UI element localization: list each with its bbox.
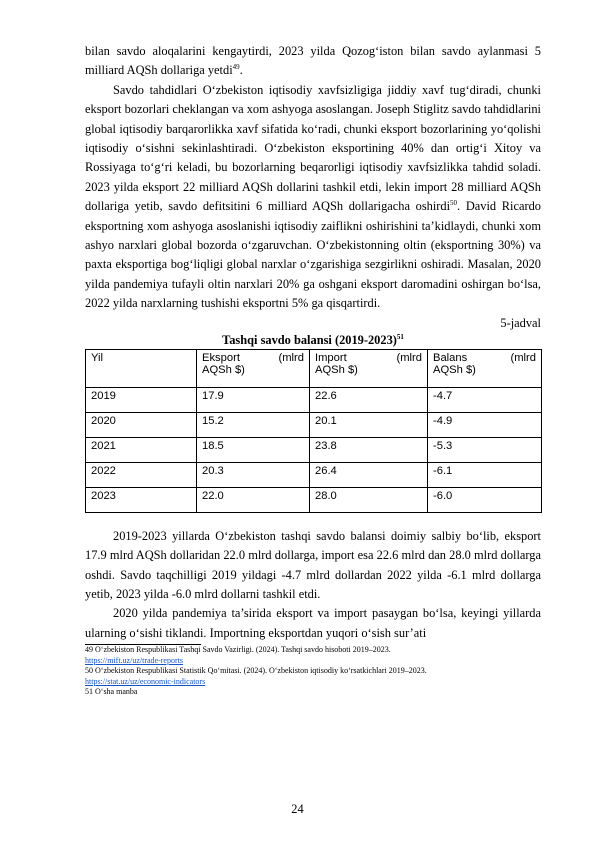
- cell-import: 26.4: [310, 462, 428, 487]
- table-row: [86, 387, 542, 412]
- paragraph-1-text: bilan savdo aloqalarini kengaytirdi, 2023 yilda Qozog‘iston bilan savdo aylanmasi 5 milliard AQSh dollariga yetdi: [85, 44, 541, 78]
- header-import-word2: (mlrd: [396, 351, 422, 364]
- table-row: [86, 462, 542, 487]
- cell-year: 2020: [86, 412, 197, 437]
- footnote-49-text: 49 O‘zbekiston Respublikasi Tashqi Savdo Vazirligi. (2024). Tashqi savdo hisoboti 2019–2023.: [85, 645, 391, 655]
- table-title-text: Tashqi savdo balansi (2019-2023): [222, 332, 397, 347]
- cell-export: 15.2: [197, 412, 310, 437]
- footnote-50-text: 50 O‘zbekiston Respublikasi Statistik Qo‘mitasi. (2024). O‘zbekiston iqtisodiy ko‘rsatkichlari 2019–2023.: [85, 666, 427, 676]
- table-row: [86, 412, 542, 437]
- footnote-50: [85, 666, 541, 687]
- footnote-50-link[interactable]: https://stat.uz/uz/economic-indicators: [85, 676, 206, 686]
- footnote-ref-50[interactable]: 50: [450, 199, 458, 208]
- page-number: 24: [291, 802, 304, 816]
- document-page: [85, 42, 541, 698]
- footnote-49-link[interactable]: https://mift.uz/uz/trade-reports: [85, 655, 183, 665]
- footnote-ref-49[interactable]: 49: [232, 63, 240, 72]
- trade-balance-table: [85, 349, 542, 513]
- cell-export: 17.9: [197, 387, 310, 412]
- cell-year: 2022: [86, 462, 197, 487]
- header-export-word2: (mlrd: [278, 351, 304, 364]
- footnote-ref-51[interactable]: 51: [396, 332, 404, 341]
- paragraph-1: [85, 42, 541, 81]
- header-export-word1: Eksport: [202, 351, 240, 364]
- header-year-label: Yil: [91, 351, 104, 364]
- header-balance: [428, 349, 542, 387]
- spacer: [85, 513, 541, 527]
- cell-export: 20.3: [197, 462, 310, 487]
- cell-year: 2021: [86, 437, 197, 462]
- cell-balance: -4.7: [428, 387, 542, 412]
- header-balance-word2: (mlrd: [510, 351, 536, 364]
- header-export: [197, 349, 310, 387]
- table-row: [86, 487, 542, 512]
- table-header-row: [86, 349, 542, 387]
- cell-balance: -5.3: [428, 437, 542, 462]
- paragraph-2: [85, 81, 541, 314]
- header-import-word1: Import: [315, 351, 347, 364]
- header-import-unit: AQSh $): [315, 363, 358, 376]
- header-balance-word1: Balans: [433, 351, 468, 364]
- paragraph-2-text-b: . David Ricardo eksportning xom ashyoga asoslanishi iqtisodiy zaiflikni oshirishini ta’kidlaydi, chunki xom ashyo narxlari global bozorda o‘zgaruvchan. O‘zbekistonning oltin (eksportning 30%) va paxta eksportiga bog‘liqligi global narxlar o‘zgarishiga sezgirlikni oshiradi. Masalan, 2020 yilda pandemiya tufayli oltin narxlari 20% ga oshgani eksport daromadini oshirgan bo‘lsa, 2022 yilda narxlarning tushishi eksportni 5% ga qisqartirdi.: [85, 199, 541, 311]
- cell-balance: -6.0: [428, 487, 542, 512]
- paragraph-3: 2019-2023 yillarda O‘zbekiston tashqi savdo balansi doimiy salbiy bo‘lib, eksport 17.9 mlrd AQSh dollaridan 22.0 mlrd dollarga, import esa 22.6 mlrd dan 28.0 mlrd dollarga oshdi. Savdo taqchilligi 2019 yildagi -4.7 mlrd dollardan 2022 yilda -6.1 mlrd dollarga yetib, 2023 yilda -6.0 mlrd dollarni tashkil etdi.: [85, 528, 541, 601]
- header-export-unit: AQSh $): [202, 363, 245, 376]
- cell-year: 2019: [86, 387, 197, 412]
- cell-import: 28.0: [310, 487, 428, 512]
- table-title: [85, 332, 541, 348]
- footnote-49: [85, 645, 541, 666]
- header-balance-unit: AQSh $): [433, 363, 476, 376]
- table-row: [86, 437, 542, 462]
- cell-import: 23.8: [310, 437, 428, 462]
- cell-year: 2023: [86, 487, 197, 512]
- cell-export: 18.5: [197, 437, 310, 462]
- footnote-51: 51 O‘sha manba: [85, 687, 138, 697]
- paragraph-4: 2020 yilda pandemiya ta’sirida eksport va import pasaygan bo‘lsa, keyingi yillarda ularning o‘sishi tiklandi. Importning eksportdan yuqori o‘sish sur’ati: [85, 606, 541, 640]
- header-year: [86, 349, 197, 387]
- cell-import: 20.1: [310, 412, 428, 437]
- cell-balance: -6.1: [428, 462, 542, 487]
- header-import: [310, 349, 428, 387]
- paragraph-1-end: .: [239, 63, 243, 78]
- cell-balance: -4.9: [428, 412, 542, 437]
- cell-export: 22.0: [197, 487, 310, 512]
- table-label: 5-jadval: [500, 315, 541, 330]
- cell-import: 22.6: [310, 387, 428, 412]
- paragraph-2-text-a: Savdo tahdidlari O‘zbekiston iqtisodiy xavfsizligiga jiddiy xavf tug‘diradi, chunki eksport bozorlari cheklangan va xom ashyoga asoslangan. Joseph Stiglitz savdo tahdidlarini global iqtisodiy barqarorlikka xavf sifatida ko‘radi, chunki eksport bozorlarining yo‘qolishi iqtisodiy o‘sishni sekinlashtiradi. O‘zbekiston eksportining 40% dan ortig‘i Xitoy va Rossiyaga to‘g‘ri keladi, bu bozorlarning beqarorligi iqtisodiy xavfsizlikka tahdid soladi. 2023 yilda eksport 22 milliard AQSh dollarini tashkil etdi, lekin import 28 milliard AQSh dollariga yetib, savdo defitsitini 6 milliard AQSh dollarigacha oshirdi: [85, 82, 541, 214]
